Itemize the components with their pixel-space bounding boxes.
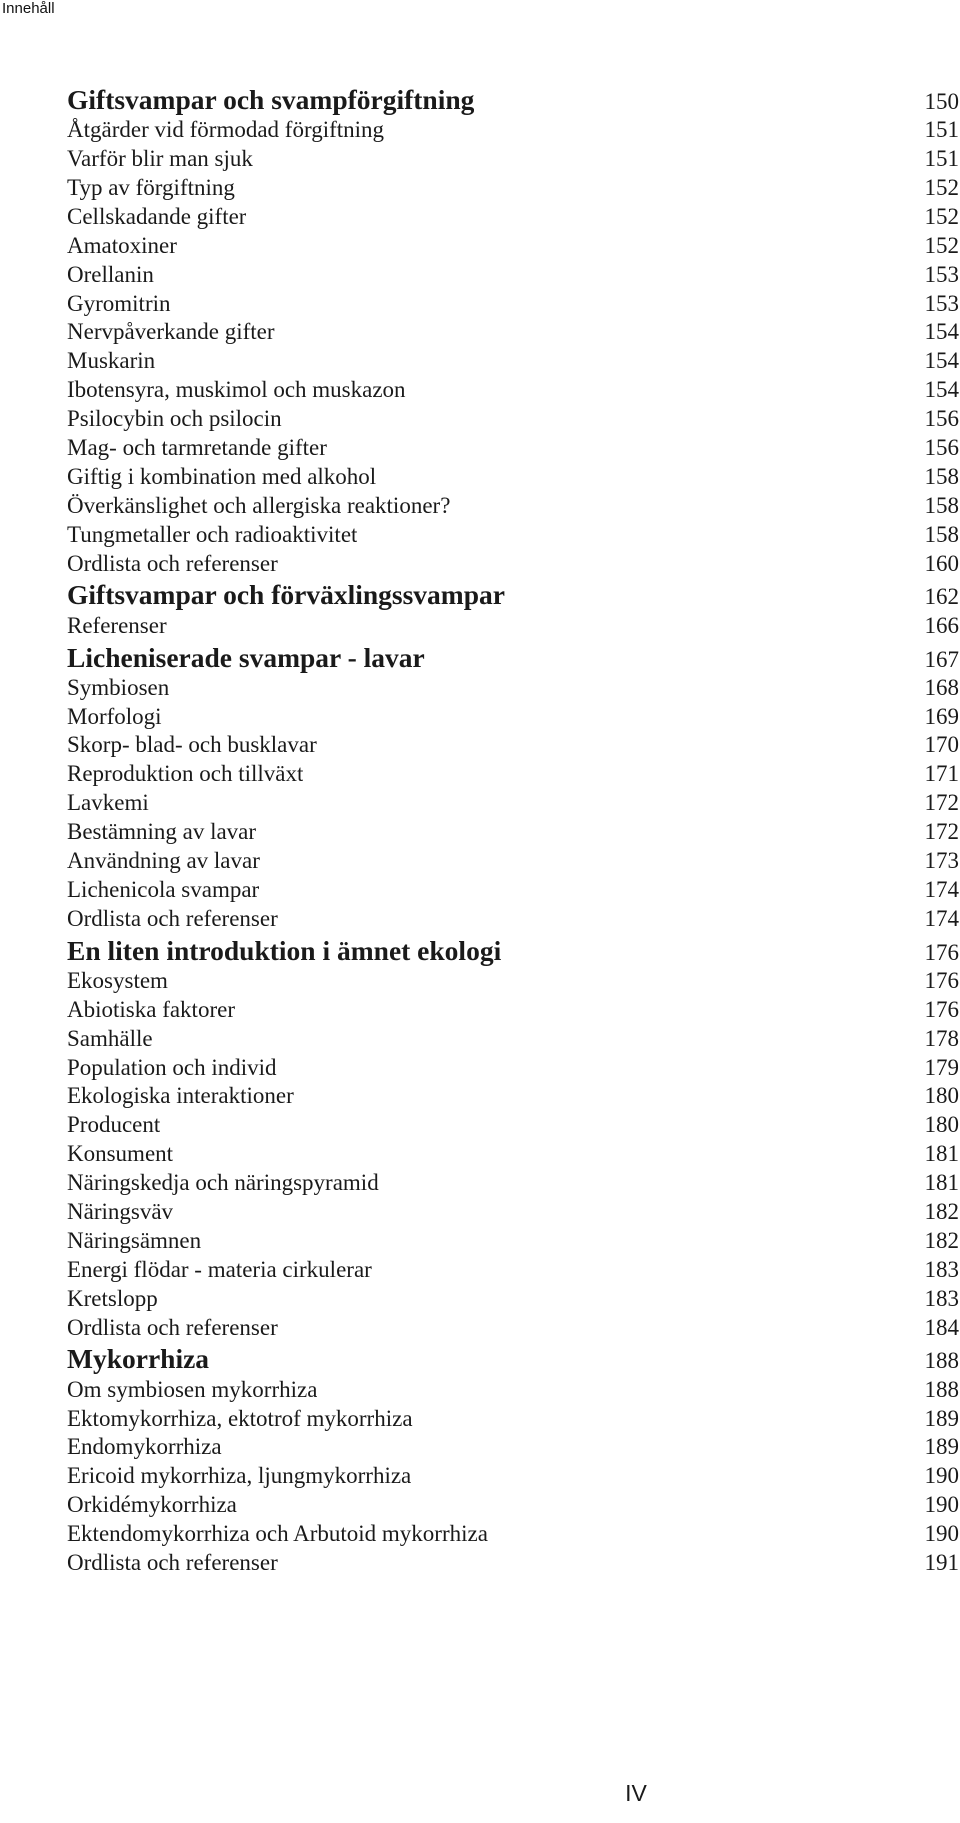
toc-chapter-entry[interactable] <box>67 578 959 611</box>
toc-section-entry[interactable] <box>67 967 959 996</box>
toc-entry-page: 181 <box>924 1141 959 1167</box>
toc-section-entry[interactable] <box>67 1285 959 1314</box>
toc-entry-title: Reproduktion och tillväxt <box>67 761 304 787</box>
toc-entry-page: 154 <box>924 377 959 403</box>
toc-section-entry[interactable] <box>67 521 959 550</box>
toc-entry-page: 156 <box>924 406 959 432</box>
toc-entry-title: Näringsväv <box>67 1199 174 1225</box>
toc-entry-title: Åtgärder vid förmodad förgiftning <box>67 117 385 143</box>
toc-section-entry[interactable] <box>67 1462 959 1491</box>
toc-section-entry[interactable] <box>67 731 959 760</box>
toc-section-entry[interactable] <box>67 405 959 434</box>
toc-entry-page: 150 <box>924 89 959 114</box>
toc-entry-page: 179 <box>924 1054 959 1080</box>
toc-section-entry[interactable] <box>67 905 959 934</box>
toc-entry-page: 181 <box>924 1170 959 1196</box>
toc-entry-title: Mykorrhiza <box>67 1343 210 1375</box>
toc-entry-page: 154 <box>924 319 959 345</box>
toc-chapter-entry[interactable] <box>67 934 959 967</box>
toc-entry-title: Ordlista och referenser <box>67 1550 278 1576</box>
toc-entry-title: Näringskedja och näringspyramid <box>67 1170 379 1196</box>
toc-entry-title: Amatoxiner <box>67 232 177 258</box>
toc-entry-title: Symbiosen <box>67 674 170 700</box>
toc-section-entry[interactable] <box>67 290 959 319</box>
toc-entry-page: 162 <box>924 584 959 610</box>
toc-entry-title: Om symbiosen mykorrhiza <box>67 1376 318 1402</box>
toc-section-entry[interactable] <box>67 876 959 905</box>
toc-section-entry[interactable] <box>67 1314 959 1343</box>
toc-section-entry[interactable] <box>67 1082 959 1111</box>
toc-entry-page: 182 <box>924 1199 959 1225</box>
toc-entry-page: 180 <box>924 1112 959 1138</box>
toc-entry-page: 184 <box>924 1314 959 1340</box>
toc-entry-page: 190 <box>924 1492 959 1518</box>
toc-entry-page: 167 <box>924 646 959 672</box>
toc-entry-page: 168 <box>924 674 959 700</box>
toc-entry-page: 166 <box>924 612 959 638</box>
toc-entry-page: 151 <box>924 117 959 143</box>
toc-chapter-entry[interactable] <box>67 83 959 116</box>
toc-section-entry[interactable] <box>67 1405 959 1434</box>
toc-entry-page: 191 <box>924 1550 959 1576</box>
toc-section-entry[interactable] <box>67 1433 959 1462</box>
toc-section-entry[interactable] <box>67 550 959 579</box>
toc-entry-title: Användning av lavar <box>67 848 260 874</box>
toc-entry-title: Ericoid mykorrhiza, ljungmykorrhiza <box>67 1463 412 1489</box>
toc-entry-page: 174 <box>924 876 959 902</box>
toc-entry-page: 188 <box>924 1348 959 1374</box>
toc-section-entry[interactable] <box>67 1491 959 1520</box>
toc-entry-title: Kretslopp <box>67 1285 158 1311</box>
toc-section-entry[interactable] <box>67 203 959 232</box>
toc-entry-title: Nervpåverkande gifter <box>67 319 275 345</box>
toc-entry-page: 190 <box>924 1463 959 1489</box>
toc-entry-title: Ordlista och referenser <box>67 550 278 576</box>
toc-section-entry[interactable] <box>67 261 959 290</box>
toc-entry-page: 190 <box>924 1521 959 1547</box>
toc-section-entry[interactable] <box>67 1549 959 1578</box>
toc-entry-title: Konsument <box>67 1141 174 1167</box>
toc-entry-title: Lichenicola svampar <box>67 876 260 902</box>
toc-entry-title: Giftsvampar och svampförgiftning <box>67 84 475 115</box>
toc-section-entry[interactable] <box>67 1054 959 1083</box>
toc-entry-title: Abiotiska faktorer <box>67 996 235 1022</box>
toc-section-entry[interactable] <box>67 347 959 376</box>
toc-entry-page: 152 <box>924 232 959 258</box>
toc-entry-page: 173 <box>924 848 959 874</box>
toc-section-entry[interactable] <box>67 1198 959 1227</box>
toc-entry-title: Ordlista och referenser <box>67 905 278 931</box>
toc-entry-page: 180 <box>924 1083 959 1109</box>
toc-entry-page: 189 <box>924 1434 959 1460</box>
toc-section-entry[interactable] <box>67 847 959 876</box>
toc-section-entry[interactable] <box>67 760 959 789</box>
toc-section-entry[interactable] <box>67 434 959 463</box>
toc-entry-title: Ordlista och referenser <box>67 1314 278 1340</box>
toc-entry-title: Orellanin <box>67 261 154 287</box>
toc-entry-title: Endomykorrhiza <box>67 1434 222 1460</box>
toc-entry-page: 156 <box>924 434 959 460</box>
toc-entry-title: Morfologi <box>67 703 162 729</box>
toc-section-entry[interactable] <box>67 703 959 732</box>
toc-entry-page: 189 <box>924 1405 959 1431</box>
table-of-contents <box>67 83 959 1578</box>
toc-entry-page: 174 <box>924 905 959 931</box>
toc-entry-title: En liten introduktion i ämnet ekologi <box>67 934 502 966</box>
toc-entry-title: Ekologiska interaktioner <box>67 1083 294 1109</box>
toc-section-entry[interactable] <box>67 674 959 703</box>
toc-entry-page: 171 <box>924 761 959 787</box>
toc-entry-page: 158 <box>924 492 959 518</box>
toc-entry-title: Överkänslighet och allergiska reaktioner? <box>67 492 451 518</box>
toc-entry-title: Giftsvampar och förväxlingssvampar <box>67 579 505 611</box>
toc-entry-title: Energi flödar - materia cirkulerar <box>67 1256 372 1282</box>
toc-entry-page: 152 <box>924 174 959 200</box>
toc-section-entry[interactable] <box>67 1520 959 1549</box>
toc-entry-page: 158 <box>924 463 959 489</box>
toc-entry-page: 170 <box>924 732 959 758</box>
toc-entry-title: Bestämning av lavar <box>67 819 257 845</box>
toc-chapter-entry[interactable] <box>67 641 959 674</box>
toc-entry-title: Ibotensyra, muskimol och muskazon <box>67 377 406 403</box>
toc-entry-title: Population och individ <box>67 1054 277 1080</box>
toc-entry-page: 172 <box>924 790 959 816</box>
toc-entry-title: Licheniserade svampar - lavar <box>67 641 425 673</box>
toc-entry-page: 152 <box>924 203 959 229</box>
toc-entry-title: Muskarin <box>67 348 156 374</box>
toc-entry-title: Ektendomykorrhiza och Arbutoid mykorrhiza <box>67 1521 488 1547</box>
toc-section-entry[interactable] <box>67 1376 959 1405</box>
toc-entry-title: Varför blir man sjuk <box>67 146 253 172</box>
toc-entry-title: Tungmetaller och radioaktivitet <box>67 521 358 547</box>
toc-entry-title: Näringsämnen <box>67 1227 202 1253</box>
toc-entry-page: 158 <box>924 521 959 547</box>
toc-entry-title: Referenser <box>67 612 167 638</box>
toc-section-entry[interactable] <box>67 789 959 818</box>
toc-section-entry[interactable] <box>67 376 959 405</box>
toc-section-entry[interactable] <box>67 318 959 347</box>
toc-entry-page: 183 <box>924 1256 959 1282</box>
toc-section-entry[interactable] <box>67 1227 959 1256</box>
toc-entry-page: 160 <box>924 550 959 576</box>
toc-section-entry[interactable] <box>67 818 959 847</box>
toc-entry-page: 169 <box>924 703 959 729</box>
toc-section-entry[interactable] <box>67 612 959 641</box>
toc-section-entry[interactable] <box>67 174 959 203</box>
running-header: Innehåll <box>2 0 55 17</box>
page-number: IV <box>625 1780 647 1806</box>
toc-section-entry[interactable] <box>67 1169 959 1198</box>
toc-entry-title: Ektomykorrhiza, ektotrof mykorrhiza <box>67 1405 413 1431</box>
toc-section-entry[interactable] <box>67 492 959 521</box>
toc-entry-title: Ekosystem <box>67 967 168 993</box>
toc-entry-page: 151 <box>924 146 959 172</box>
toc-entry-page: 176 <box>924 967 959 993</box>
toc-entry-title: Samhälle <box>67 1025 153 1051</box>
toc-entry-page: 172 <box>924 819 959 845</box>
toc-entry-title: Producent <box>67 1112 161 1138</box>
toc-section-entry[interactable] <box>67 1140 959 1169</box>
toc-entry-title: Gyromitrin <box>67 290 171 316</box>
toc-entry-page: 176 <box>924 939 959 965</box>
toc-entry-title: Psilocybin och psilocin <box>67 406 282 432</box>
toc-entry-page: 188 <box>924 1376 959 1402</box>
toc-entry-title: Lavkemi <box>67 790 149 816</box>
toc-section-entry[interactable] <box>67 1111 959 1140</box>
toc-entry-page: 153 <box>924 261 959 287</box>
toc-entry-title: Mag- och tarmretande gifter <box>67 434 327 460</box>
toc-section-entry[interactable] <box>67 232 959 261</box>
toc-chapter-entry[interactable] <box>67 1342 959 1375</box>
toc-section-entry[interactable] <box>67 996 959 1025</box>
toc-section-entry[interactable] <box>67 1025 959 1054</box>
toc-section-entry[interactable] <box>67 145 959 174</box>
toc-entry-title: Orkidémykorrhiza <box>67 1492 237 1518</box>
toc-entry-title: Giftig i kombination med alkohol <box>67 463 377 489</box>
toc-entry-page: 183 <box>924 1285 959 1311</box>
toc-entry-page: 153 <box>924 290 959 316</box>
toc-entry-page: 178 <box>924 1025 959 1051</box>
toc-section-entry[interactable] <box>67 463 959 492</box>
toc-entry-title: Cellskadande gifter <box>67 203 247 229</box>
toc-entry-page: 154 <box>924 348 959 374</box>
toc-section-entry[interactable] <box>67 116 959 145</box>
toc-entry-page: 176 <box>924 996 959 1022</box>
toc-entry-title: Typ av förgiftning <box>67 174 235 200</box>
toc-entry-title: Skorp- blad- och busklavar <box>67 732 317 758</box>
toc-section-entry[interactable] <box>67 1256 959 1285</box>
toc-entry-page: 182 <box>924 1227 959 1253</box>
